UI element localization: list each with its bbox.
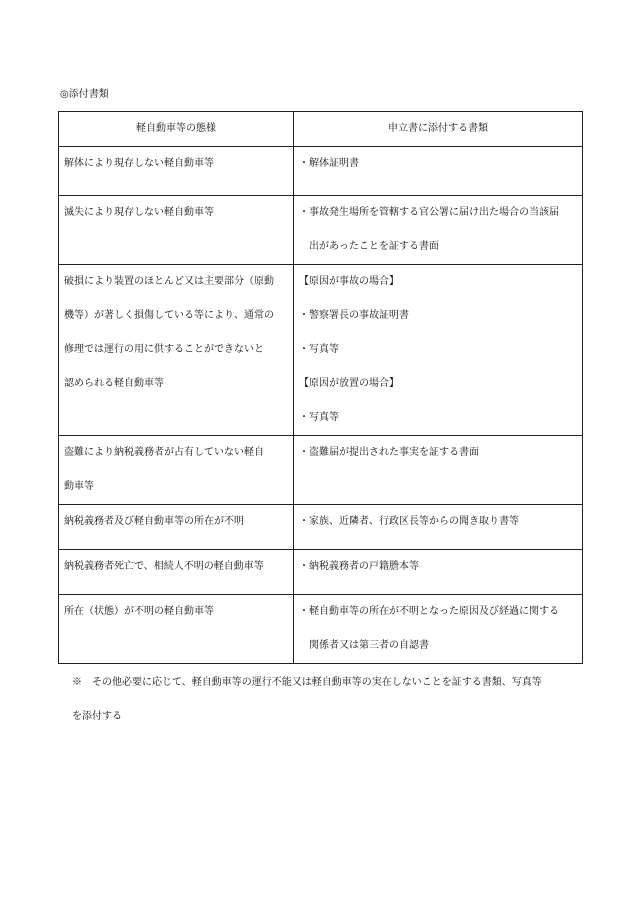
state-line: 機等）が著しく損傷している等により、通常の [64,310,274,321]
documents-cell [294,505,583,550]
state-line: 認められる軽自動車等 [64,378,164,389]
header-attached-documents: 申立書に添付する書類 [294,112,583,147]
supplementary-note [72,666,592,734]
state-line: 所在（状態）が不明の軽自動車等 [64,606,214,617]
documents-cell [294,436,583,505]
state-cell [59,505,294,550]
documents-cell [294,550,583,595]
state-line: 解体により現存しない軽自動車等 [64,158,214,169]
document-line: ・写真等 [299,412,339,423]
table-header-row [59,112,583,147]
document-line: ・事故発生場所を管轄する官公署に届け出た場合の当該届 [299,207,559,218]
state-line: 動車等 [64,481,94,492]
documents-cell [294,595,583,664]
document-line: 【原因が事故の場合】 [299,276,399,287]
state-cell [59,147,294,196]
header-vehicle-state: 軽自動車等の態様 [59,112,294,147]
document-line: ・解体証明書 [299,158,359,169]
document-line: ・納税義務者の戸籍謄本等 [299,561,419,572]
document-line: ・写真等 [299,344,339,355]
document-line: ・盗難届が提出された事実を証する書面 [299,447,479,458]
document-line: ・家族、近隣者、行政区長等からの聞き取り書等 [299,516,519,527]
section-title: ◎添付書類 [60,89,109,100]
state-cell [59,196,294,265]
document-line: 関係者又は第三者の自認書 [299,640,429,651]
attachment-table [58,111,583,664]
document-line: ・警察署長の事故証明書 [299,310,409,321]
state-line: 納税義務者及び軽自動車等の所在が不明 [64,516,244,527]
table-row [59,265,583,436]
state-cell [59,436,294,505]
documents-cell [294,147,583,196]
table-row [59,505,583,550]
table-row [59,196,583,265]
state-line: 納税義務者死亡で、相続人不明の軽自動車等 [64,561,264,572]
documents-cell [294,265,583,436]
table-row [59,436,583,505]
state-cell [59,265,294,436]
note-line: を添付する [72,711,122,722]
table-row [59,595,583,664]
document-line: ・軽自動車等の所在が不明となった原因及び経過に関する [299,606,559,617]
state-line: 滅失により現存しない軽自動車等 [64,207,214,218]
table-row [59,550,583,595]
state-cell [59,550,294,595]
documents-cell [294,196,583,265]
document-line: 【原因が放置の場合】 [299,378,399,389]
table-row [59,147,583,196]
document-line: 出があったことを証する書面 [299,241,439,252]
state-cell [59,595,294,664]
state-line: 盗難により納税義務者が占有していない軽自 [64,447,264,458]
state-line: 破損により装置のほとんど又は主要部分（原動 [64,276,274,287]
state-line: 修理では運行の用に供することができないと [64,344,264,355]
note-line: ※ その他必要に応じて、軽自動車等の運行不能又は軽自動車等の実在しないことを証する書類、写真等 [72,677,542,688]
